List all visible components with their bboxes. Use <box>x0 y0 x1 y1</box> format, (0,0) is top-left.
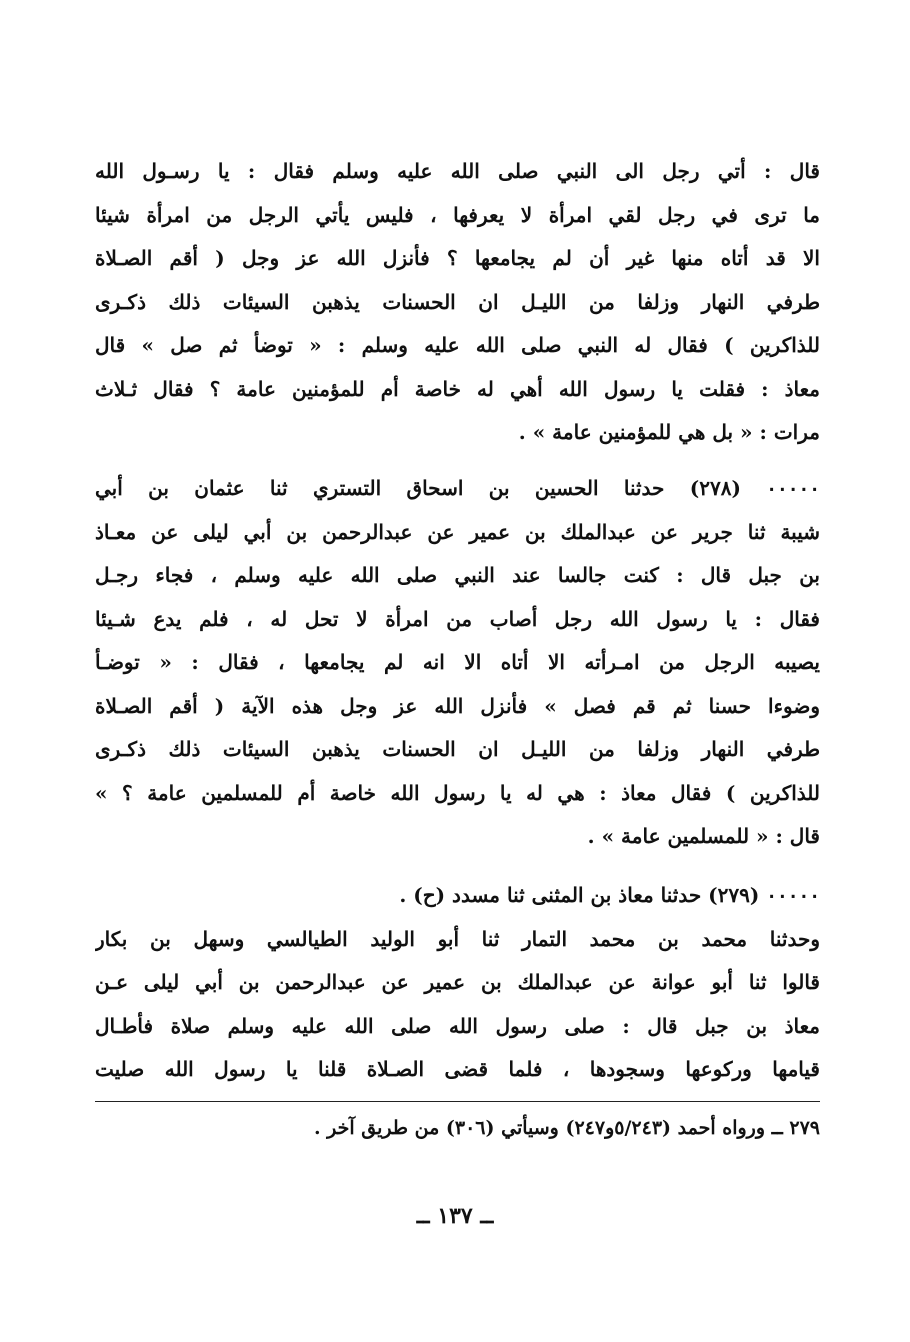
text-line: وحدثنا محمد بن محمد التمار ثنا أبو الوليد الطيالسي وسهل بن بكار <box>95 926 820 951</box>
text-line: فقال : يا رسول الله رجل أصاب من امرأة لا تحل له ، فلم يدع شـيئا <box>95 606 820 631</box>
text-line: شيبة ثنا جرير عن عبدالملك بن عمير عن عبدالرحمن بن أبي ليلى عن معـاذ <box>95 519 820 544</box>
paragraph-hadith-279 <box>95 874 820 1092</box>
text-line: قالوا ثنا أبو عوانة عن عبدالملك بن عمير عن عبدالرحمن بن أبي ليلى عـن <box>95 970 820 994</box>
text-line: يصيبه الرجل من امـرأته الا أتاه الا انه لم يجامعها ، فقال : « توضـأ <box>95 650 820 674</box>
page-number: ــ ١٣٧ ــ <box>416 1203 494 1229</box>
text-line: ٠٠٠٠٠ (٢٧٨) حدثنا الحسين بن اسحاق التستري ثنا عثمان بن أبي <box>95 476 820 500</box>
text-line: قيامها وركوعها وسجودها ، فلما قضى الصـلاة قلنا يا رسول الله صليت <box>95 1057 820 1081</box>
text-line: طرفي النهار وزلفا من الليـل ان الحسنات يذهبن السيئات ذلك ذكـرى <box>95 289 820 314</box>
footnote-divider <box>95 1101 820 1102</box>
paragraph-1 <box>95 150 820 455</box>
text-line: الا قد أتاه منها غير أن لم يجامعها ؟ فأنزل الله عز وجل ( أقم الصـلاة <box>95 246 820 270</box>
text-line: قال : أتي رجل الى النبي صلى الله عليه وسلم فقال : يا رسـول الله <box>95 159 820 183</box>
text-line: للذاكرين ) فقال معاذ : هي له يا رسول الله خاصة أم للمسلمين عامة ؟ » <box>95 780 820 805</box>
footnote: ٢٧٩ ــ ورواه أحمد (٥/٢٤٣و٢٤٧) وسيأتي (٣٠٦) من طريق آخر . <box>313 1117 820 1139</box>
text-line: ما ترى في رجل لقي امرأة لا يعرفها ، فليس يأتي الرجل من امرأة شيئا <box>95 202 820 227</box>
text-line: وضوءا حسنا ثم قم فصل » فأنزل الله عز وجل هذه الآية ( أقم الصـلاة <box>95 693 820 718</box>
paragraph-hadith-278 <box>95 467 820 859</box>
text-line: بن جبل قال : كنت جالسا عند النبي صلى الله عليه وسلم ، فجاء رجـل <box>95 563 820 587</box>
text-line: معاذ بن جبل قال : صلى رسول الله صلى الله عليه وسلم صلاة فأطـال <box>95 1013 820 1038</box>
text-line: للذاكرين ) فقال له النبي صلى الله عليه وسلم : « توضأ ثم صل » قال <box>95 333 820 357</box>
text-line: طرفي النهار وزلفا من الليـل ان الحسنات يذهبن السيئات ذلك ذكـرى <box>95 737 820 761</box>
text-line: قال : « للمسلمين عامة » . <box>587 824 820 848</box>
text-line: معاذ : فقلت يا رسول الله أهي له خاصة أم للمؤمنين عامة ؟ فقال ثـلاث <box>95 376 820 401</box>
text-line: مرات : « بل هي للمؤمنين عامة » . <box>518 420 820 444</box>
text-line: ٠٠٠٠٠ (٢٧٩) حدثنا معاذ بن المثنى ثنا مسدد (ح) . <box>399 883 820 907</box>
